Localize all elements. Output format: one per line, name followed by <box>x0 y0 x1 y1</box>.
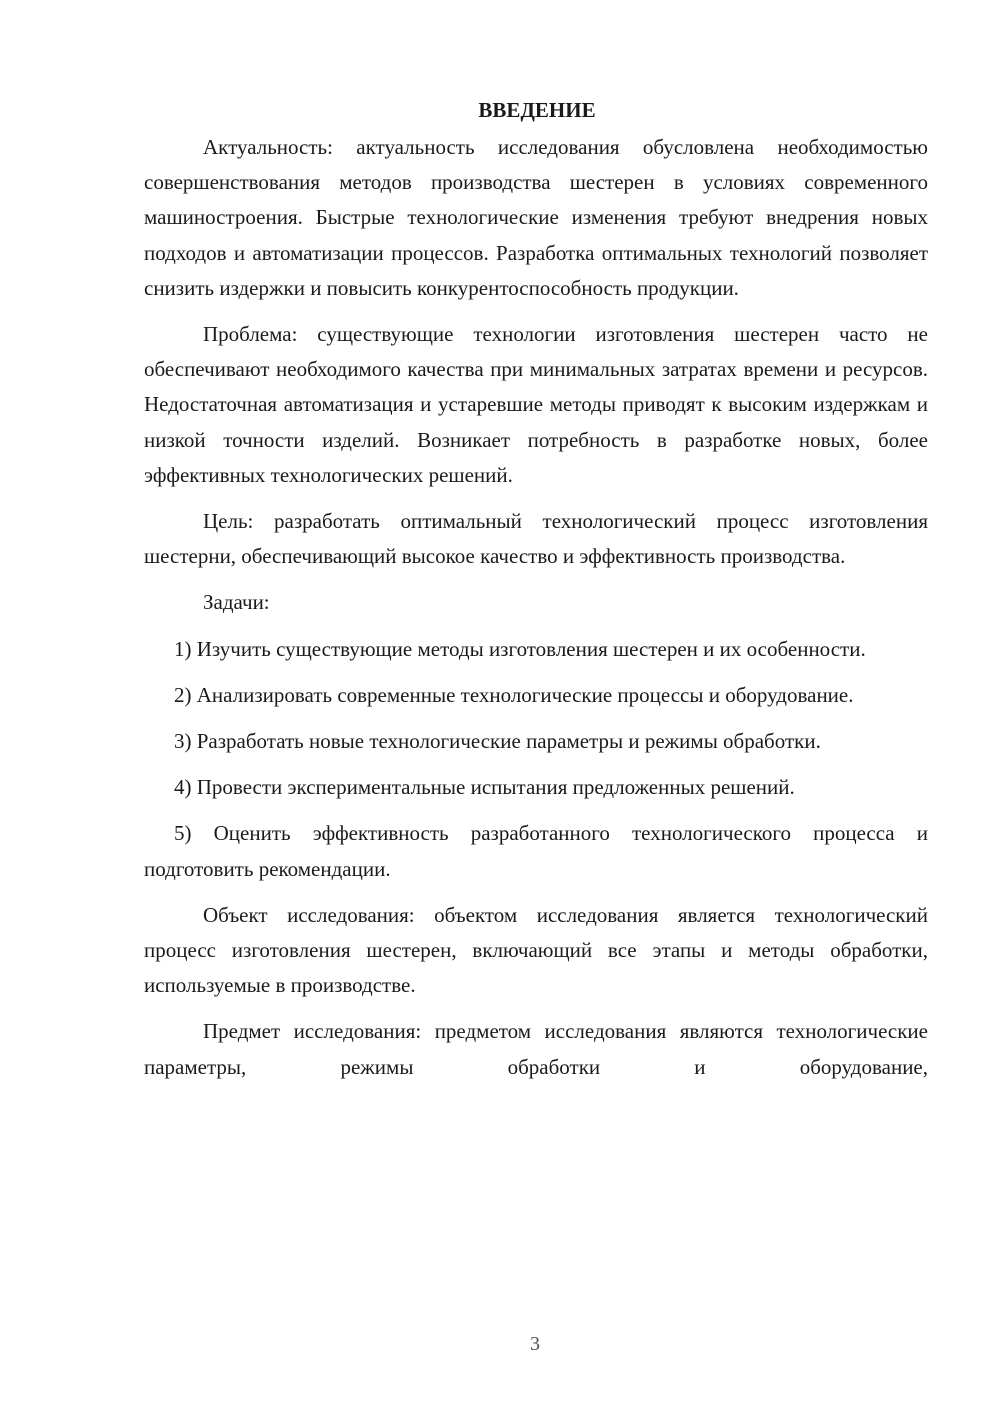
page-number: 3 <box>530 1333 540 1355</box>
relevance-paragraph: Актуальность: актуальность исследования обусловлена необходимостью совершенствования методов производства шестерен в условиях современного машиностроения. Быстрые технологические изменения требуют внедрения новых подходов и автоматизации процессов. Разработка оптимальных технологий позволяет снизить издержки и повысить конкурентоспособность продукции. <box>144 135 928 300</box>
object-paragraph: Объект исследования: объектом исследования является технологический процесс изготовления шестерен, включающий все этапы и методы обработки, используемые в производстве. <box>144 902 928 998</box>
document-page <box>144 90 928 1096</box>
subject-paragraph: Предмет исследования: предметом исследования являются технологические параметры, режимы обработки и оборудование, <box>144 1019 928 1079</box>
task-item-5: 5) Оценить эффективность разработанного технологического процесса и подготовить рекомендации. <box>144 821 928 881</box>
tasks-heading: Задачи: <box>203 590 270 615</box>
task-item-3: 3) Разработать новые технологические параметры и режимы обработки. <box>174 729 821 754</box>
section-title: ВВЕДЕНИЕ <box>478 98 596 122</box>
problem-paragraph: Проблема: существующие технологии изготовления шестерен часто не обеспечивают необходимого качества при минимальных затратах времени и ресурсов. Недостаточная автоматизация и устаревшие методы приводят к высоким издержкам и низкой точности изделий. Возникает потребность в разработке новых, более эффективных технологических решений. <box>144 322 928 487</box>
task-item-1: 1) Изучить существующие методы изготовления шестерен и их особенности. <box>174 636 866 661</box>
goal-paragraph: Цель: разработать оптимальный технологический процесс изготовления шестерни, обеспечивающий высокое качество и эффективность производства. <box>144 509 928 569</box>
task-item-4: 4) Провести экспериментальные испытания предложенных решений. <box>174 775 795 800</box>
task-item-2: 2) Анализировать современные технологические процессы и оборудование. <box>174 682 854 707</box>
